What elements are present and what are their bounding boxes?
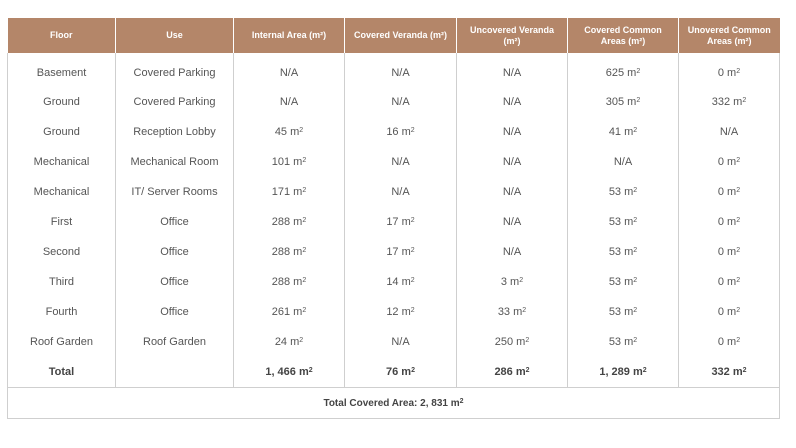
cell-covered-common: 625 $m^2$ [568, 53, 679, 87]
area-table [7, 18, 780, 419]
total-floor: Total [8, 357, 116, 388]
cell-covered-veranda: N/A [345, 327, 457, 357]
header-floor: Floor [8, 18, 116, 53]
cell-uncovered-common: 0 $m^2$ [679, 327, 780, 357]
table-row [8, 297, 780, 327]
cell-uncovered-common: 0 $m^2$ [679, 237, 780, 267]
cell-covered-common: 53 $m^2$ [568, 177, 679, 207]
cell-uncovered-veranda: N/A [457, 147, 568, 177]
cell-covered-common: 53 $m^2$ [568, 267, 679, 297]
cell-uncovered-common: 332 $m^2$ [679, 87, 780, 117]
table-row [8, 87, 780, 117]
table-row [8, 147, 780, 177]
table-row [8, 237, 780, 267]
cell-uncovered-veranda: N/A [457, 237, 568, 267]
cell-covered-common: 53 $m^2$ [568, 297, 679, 327]
cell-use: Covered Parking [116, 53, 234, 87]
total-covered-area: Total Covered Area: 2, 831 $m^2$ [8, 388, 780, 419]
cell-internal-area: 101 $m^2$ [234, 147, 345, 177]
table-row [8, 327, 780, 357]
cell-uncovered-veranda: N/A [457, 177, 568, 207]
cell-floor: Mechanical [8, 177, 116, 207]
cell-covered-common: 53 $m^2$ [568, 237, 679, 267]
cell-uncovered-veranda: N/A [457, 87, 568, 117]
cell-internal-area: 288 $m^2$ [234, 237, 345, 267]
cell-covered-common: 53 $m^2$ [568, 207, 679, 237]
cell-use: Office [116, 297, 234, 327]
cell-uncovered-veranda: N/A [457, 117, 568, 147]
cell-covered-common: 53 $m^2$ [568, 327, 679, 357]
cell-covered-veranda: N/A [345, 147, 457, 177]
cell-uncovered-common: 0 $m^2$ [679, 177, 780, 207]
cell-floor: First [8, 207, 116, 237]
cell-use: Office [116, 267, 234, 297]
cell-internal-area: N/A [234, 53, 345, 87]
cell-use: Covered Parking [116, 87, 234, 117]
total-uncovered-veranda: 286 $m^2$ [457, 357, 568, 388]
cell-floor: Mechanical [8, 147, 116, 177]
cell-floor: Second [8, 237, 116, 267]
cell-uncovered-common: 0 $m^2$ [679, 147, 780, 177]
cell-floor: Basement [8, 53, 116, 87]
cell-covered-veranda: 12 $m^2$ [345, 297, 457, 327]
footer-row [8, 388, 780, 419]
cell-use: IT/ Server Rooms [116, 177, 234, 207]
cell-internal-area: 24 $m^2$ [234, 327, 345, 357]
cell-floor: Fourth [8, 297, 116, 327]
total-covered-veranda: 76 $m^2$ [345, 357, 457, 388]
cell-use: Mechanical Room [116, 147, 234, 177]
total-internal-area: 1, 466 $m^2$ [234, 357, 345, 388]
cell-uncovered-veranda: 3 $m^2$ [457, 267, 568, 297]
header-row [8, 18, 780, 53]
table-row [8, 207, 780, 237]
table-row [8, 267, 780, 297]
cell-covered-veranda: N/A [345, 177, 457, 207]
cell-uncovered-common: 0 $m^2$ [679, 207, 780, 237]
cell-floor: Ground [8, 87, 116, 117]
total-uncovered-common: 332 $m^2$ [679, 357, 780, 388]
cell-covered-common: 41 $m^2$ [568, 117, 679, 147]
cell-uncovered-veranda: 33 $m^2$ [457, 297, 568, 327]
total-row [8, 357, 780, 388]
table-row [8, 53, 780, 87]
cell-covered-veranda: 17 $m^2$ [345, 207, 457, 237]
cell-internal-area: 171 $m^2$ [234, 177, 345, 207]
table-row [8, 117, 780, 147]
area-schedule [7, 18, 779, 419]
cell-uncovered-common: N/A [679, 117, 780, 147]
header-internal-area: Internal Area (m²) [234, 18, 345, 53]
cell-covered-veranda: N/A [345, 87, 457, 117]
cell-covered-veranda: N/A [345, 53, 457, 87]
header-covered-common: Covered Common Areas (m²) [568, 18, 679, 53]
cell-covered-veranda: 14 $m^2$ [345, 267, 457, 297]
cell-internal-area: 288 $m^2$ [234, 207, 345, 237]
cell-covered-veranda: 17 $m^2$ [345, 237, 457, 267]
cell-use: Roof Garden [116, 327, 234, 357]
cell-floor: Third [8, 267, 116, 297]
cell-uncovered-veranda: 250 $m^2$ [457, 327, 568, 357]
header-use: Use [116, 18, 234, 53]
cell-use: Office [116, 207, 234, 237]
cell-internal-area: 288 $m^2$ [234, 267, 345, 297]
cell-internal-area: N/A [234, 87, 345, 117]
cell-uncovered-veranda: N/A [457, 53, 568, 87]
cell-uncovered-veranda: N/A [457, 207, 568, 237]
cell-covered-common: N/A [568, 147, 679, 177]
cell-use: Reception Lobby [116, 117, 234, 147]
cell-internal-area: 45 $m^2$ [234, 117, 345, 147]
total-use [116, 357, 234, 388]
cell-uncovered-common: 0 $m^2$ [679, 53, 780, 87]
cell-floor: Roof Garden [8, 327, 116, 357]
total-covered-common: 1, 289 $m^2$ [568, 357, 679, 388]
header-uncovered-veranda: Uncovered Veranda (m²) [457, 18, 568, 53]
cell-use: Office [116, 237, 234, 267]
header-uncovered-common: Unovered Common Areas (m²) [679, 18, 780, 53]
cell-internal-area: 261 $m^2$ [234, 297, 345, 327]
cell-uncovered-common: 0 $m^2$ [679, 267, 780, 297]
table-row [8, 177, 780, 207]
cell-covered-common: 305 $m^2$ [568, 87, 679, 117]
cell-covered-veranda: 16 $m^2$ [345, 117, 457, 147]
header-covered-veranda: Covered Veranda (m²) [345, 18, 457, 53]
cell-floor: Ground [8, 117, 116, 147]
cell-uncovered-common: 0 $m^2$ [679, 297, 780, 327]
